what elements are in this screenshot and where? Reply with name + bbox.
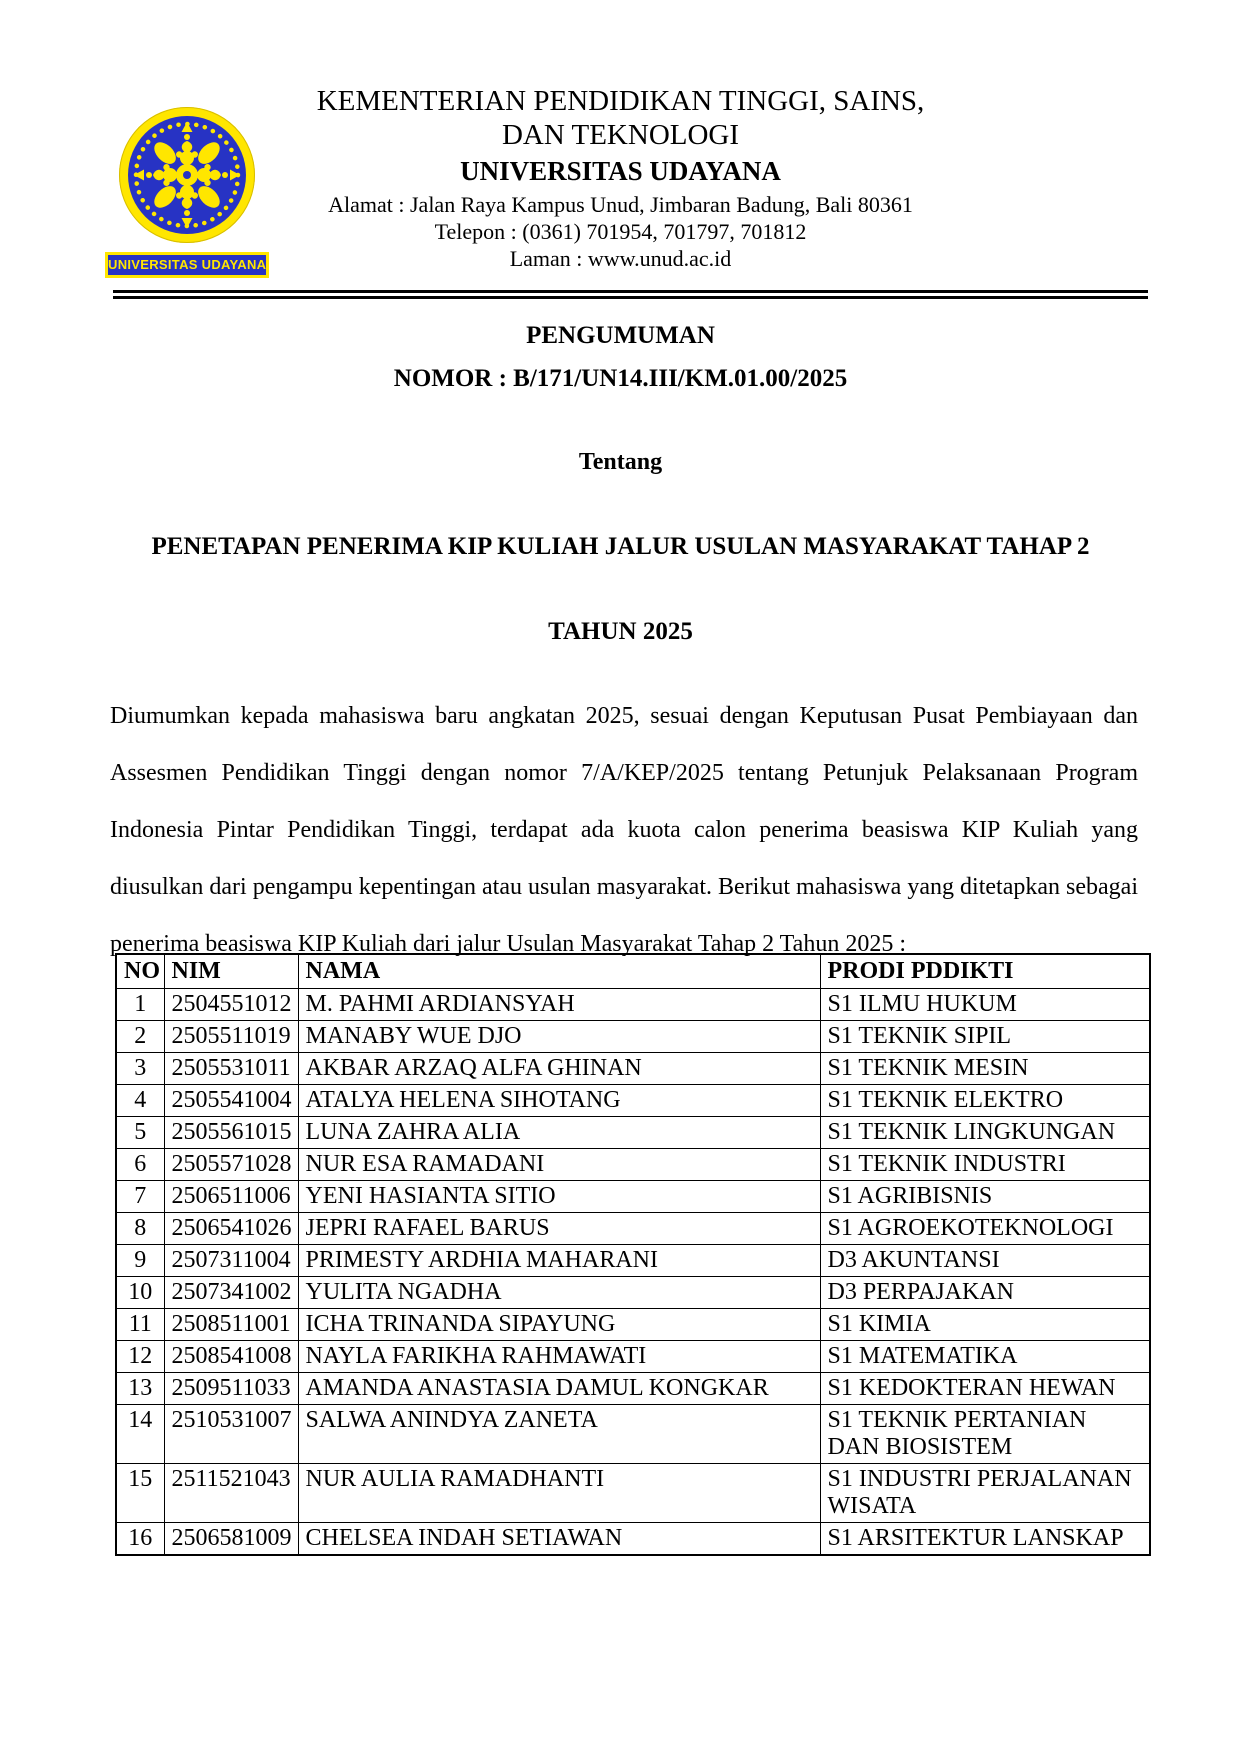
- cell-no: 9: [116, 1245, 164, 1277]
- table-row: [116, 1245, 1150, 1277]
- cell-prodi: S1 ARSITEKTUR LANSKAP: [820, 1523, 1150, 1556]
- cell-nim: 2505571028: [164, 1149, 298, 1181]
- table-row: [116, 1523, 1150, 1556]
- cell-nama: NUR AULIA RAMADHANTI: [298, 1464, 820, 1523]
- cell-no: 3: [116, 1053, 164, 1085]
- cell-nim: 2505511019: [164, 1021, 298, 1053]
- cell-prodi: S1 KIMIA: [820, 1309, 1150, 1341]
- table-row: [116, 1277, 1150, 1309]
- cell-prodi: S1 AGRIBISNIS: [820, 1181, 1150, 1213]
- cell-nama: CHELSEA INDAH SETIAWAN: [298, 1523, 820, 1556]
- cell-prodi: S1 KEDOKTERAN HEWAN: [820, 1373, 1150, 1405]
- table-row: [116, 989, 1150, 1021]
- cell-nama: JEPRI RAFAEL BARUS: [298, 1213, 820, 1245]
- cell-no: 6: [116, 1149, 164, 1181]
- cell-nim: 2508511001: [164, 1309, 298, 1341]
- cell-no: 8: [116, 1213, 164, 1245]
- header-no: NO: [116, 954, 164, 989]
- cell-nama: ATALYA HELENA SIHOTANG: [298, 1085, 820, 1117]
- cell-nim: 2504551012: [164, 989, 298, 1021]
- cell-nama: YULITA NGADHA: [298, 1277, 820, 1309]
- cell-nim: 2506581009: [164, 1523, 298, 1556]
- cell-no: 5: [116, 1117, 164, 1149]
- cell-nim: 2505561015: [164, 1117, 298, 1149]
- letterhead-divider: [113, 290, 1148, 299]
- cell-prodi: S1 TEKNIK INDUSTRI: [820, 1149, 1150, 1181]
- table-row: [116, 1181, 1150, 1213]
- cell-no: 13: [116, 1373, 164, 1405]
- cell-prodi: S1 TEKNIK SIPIL: [820, 1021, 1150, 1053]
- cell-nim: 2508541008: [164, 1341, 298, 1373]
- cell-prodi: S1 TEKNIK MESIN: [820, 1053, 1150, 1085]
- cell-nama: NUR ESA RAMADANI: [298, 1149, 820, 1181]
- cell-prodi: D3 PERPAJAKAN: [820, 1277, 1150, 1309]
- cell-prodi: S1 AGROEKOTEKNOLOGI: [820, 1213, 1150, 1245]
- cell-no: 14: [116, 1405, 164, 1464]
- cell-no: 11: [116, 1309, 164, 1341]
- cell-nama: ICHA TRINANDA SIPAYUNG: [298, 1309, 820, 1341]
- university-name: UNIVERSITAS UDAYANA: [460, 156, 781, 186]
- address-line: Alamat : Jalan Raya Kampus Unud, Jimbaran Badung, Bali 80361: [328, 192, 913, 217]
- table-row: [116, 1405, 1150, 1464]
- cell-nim: 2507341002: [164, 1277, 298, 1309]
- logo-banner: UNIVERSITAS UDAYANA: [105, 252, 269, 278]
- phone-line: Telepon : (0361) 701954, 701797, 701812: [434, 219, 807, 244]
- table-row: [116, 1053, 1150, 1085]
- cell-prodi: S1 TEKNIK LINGKUNGAN: [820, 1117, 1150, 1149]
- about-label: Tentang: [578, 449, 663, 475]
- cell-nama: YENI HASIANTA SITIO: [298, 1181, 820, 1213]
- cell-prodi: D3 AKUNTANSI: [820, 1245, 1150, 1277]
- cell-prodi: S1 MATEMATIKA: [820, 1341, 1150, 1373]
- table-row: [116, 1373, 1150, 1405]
- cell-no: 15: [116, 1464, 164, 1523]
- cell-nama: PRIMESTY ARDHIA MAHARANI: [298, 1245, 820, 1277]
- cell-nama: MANABY WUE DJO: [298, 1021, 820, 1053]
- table-row: [116, 1464, 1150, 1523]
- header-prodi: PRODI PDDIKTI: [820, 954, 1150, 989]
- table-row: [116, 1341, 1150, 1373]
- cell-nim: 2505541004: [164, 1085, 298, 1117]
- recipients-table: [115, 953, 1151, 1556]
- cell-no: 2: [116, 1021, 164, 1053]
- cell-prodi: S1 ILMU HUKUM: [820, 989, 1150, 1021]
- table-row: [116, 1309, 1150, 1341]
- announcement-paragraph: Diumumkan kepada mahasiswa baru angkatan 2025, sesuai dengan Keputusan Pusat Pembiayaan dan Assesmen Pendidikan Tinggi dengan nomor 7/A/KEP/2025 tentang Petunjuk Pelaksanaan Program Indonesia Pintar Pendidikan Tinggi, terdapat ada kuota calon penerima beasiswa KIP Kuliah yang diusulkan dari pengampu kepentingan atau usulan masyarakat. Berikut mahasiswa yang ditetapkan sebagai penerima beasiswa KIP Kuliah dari jalur Usulan Masyarakat Tahap 2 Tahun 2025 :: [110, 703, 1138, 957]
- cell-nim: 2511521043: [164, 1464, 298, 1523]
- cell-no: 12: [116, 1341, 164, 1373]
- cell-nim: 2510531007: [164, 1405, 298, 1464]
- cell-no: 16: [116, 1523, 164, 1556]
- cell-nama: SALWA ANINDYA ZANETA: [298, 1405, 820, 1464]
- cell-nim: 2506541026: [164, 1213, 298, 1245]
- subject-line-1: PENETAPAN PENERIMA KIP KULIAH JALUR USULAN MASYARAKAT TAHAP 2: [151, 533, 1090, 560]
- header-nama: NAMA: [298, 954, 820, 989]
- subject-line-2: TAHUN 2025: [548, 618, 693, 645]
- header-nim: NIM: [164, 954, 298, 989]
- table-row: [116, 1117, 1150, 1149]
- cell-nama: LUNA ZAHRA ALIA: [298, 1117, 820, 1149]
- cell-nim: 2509511033: [164, 1373, 298, 1405]
- cell-nim: 2505531011: [164, 1053, 298, 1085]
- cell-nim: 2507311004: [164, 1245, 298, 1277]
- document-heading: PENGUMUMAN: [526, 322, 715, 349]
- website-line: Laman : www.unud.ac.id: [509, 246, 732, 271]
- table-header-row: [116, 954, 1150, 989]
- recipients-table-body: [116, 989, 1150, 1556]
- cell-prodi: S1 TEKNIK PERTANIAN DAN BIOSISTEM: [820, 1405, 1150, 1464]
- ministry-name-line2: DAN TEKNOLOGI: [501, 119, 740, 151]
- cell-no: 4: [116, 1085, 164, 1117]
- cell-nama: M. PAHMI ARDIANSYAH: [298, 989, 820, 1021]
- ministry-name-line1: KEMENTERIAN PENDIDIKAN TINGGI, SAINS,: [316, 85, 925, 117]
- table-row: [116, 1021, 1150, 1053]
- table-row: [116, 1085, 1150, 1117]
- table-row: [116, 1149, 1150, 1181]
- cell-nama: AMANDA ANASTASIA DAMUL KONGKAR: [298, 1373, 820, 1405]
- table-row: [116, 1213, 1150, 1245]
- letterhead: [0, 84, 1241, 272]
- cell-no: 7: [116, 1181, 164, 1213]
- cell-prodi: S1 INDUSTRI PERJALANAN WISATA: [820, 1464, 1150, 1523]
- document-number: NOMOR : B/171/UN14.III/KM.01.00/2025: [393, 365, 848, 392]
- cell-prodi: S1 TEKNIK ELEKTRO: [820, 1085, 1150, 1117]
- cell-no: 10: [116, 1277, 164, 1309]
- cell-no: 1: [116, 989, 164, 1021]
- cell-nama: NAYLA FARIKHA RAHMAWATI: [298, 1341, 820, 1373]
- cell-nama: AKBAR ARZAQ ALFA GHINAN: [298, 1053, 820, 1085]
- cell-nim: 2506511006: [164, 1181, 298, 1213]
